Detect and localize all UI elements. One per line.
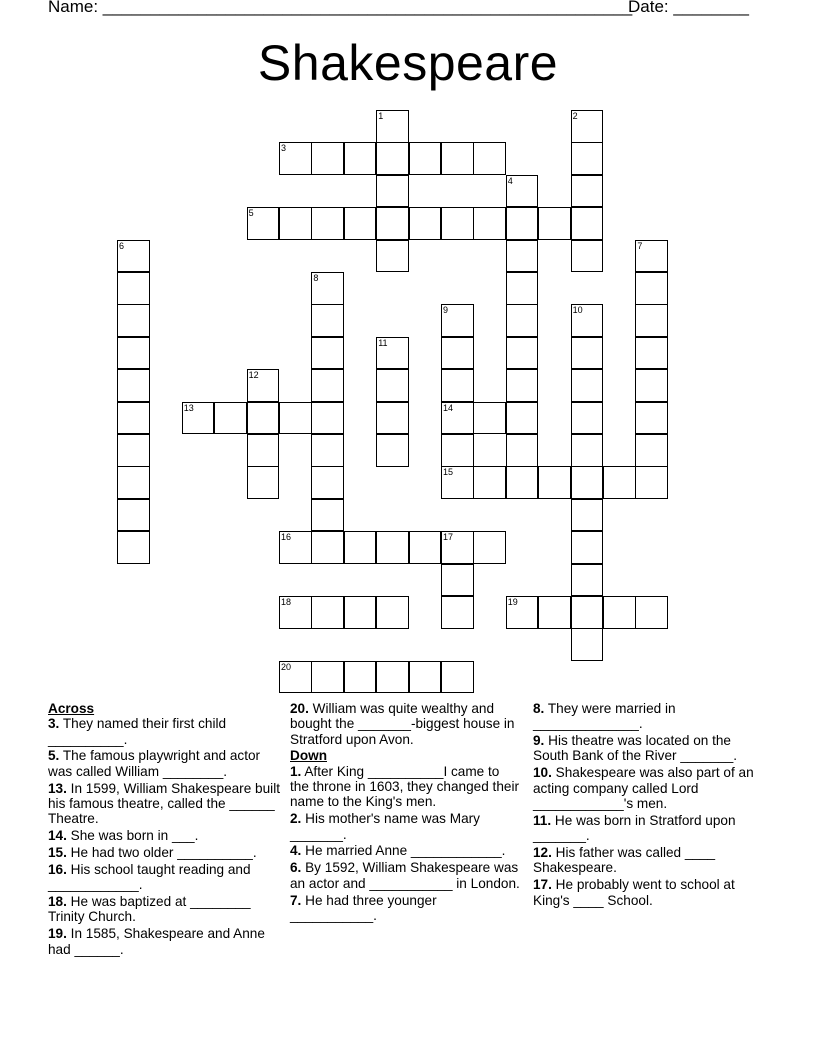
crossword-cell[interactable] xyxy=(311,142,344,175)
clue-number: 11 xyxy=(378,337,388,348)
crossword-cell[interactable] xyxy=(214,402,247,435)
crossword-cell[interactable] xyxy=(506,175,539,208)
clue-down-9: 9. His theatre was located on the South Bank of the River _______. xyxy=(533,733,738,764)
clue-across-19: 19. In 1585, Shakespeare and Anne had ______. xyxy=(48,926,265,957)
crossword-cell[interactable] xyxy=(409,531,442,564)
crossword-cell[interactable] xyxy=(311,337,344,370)
crossword-cell[interactable] xyxy=(311,499,344,532)
crossword-cell[interactable] xyxy=(441,531,474,564)
crossword-cell[interactable] xyxy=(376,142,409,175)
crossword-cell[interactable] xyxy=(279,531,312,564)
crossword-cell[interactable] xyxy=(441,337,474,370)
crossword-cell[interactable] xyxy=(635,304,668,337)
crossword-cell[interactable] xyxy=(506,596,539,629)
crossword-cell[interactable] xyxy=(603,466,636,499)
crossword-cell[interactable] xyxy=(247,207,280,240)
crossword-cell[interactable] xyxy=(376,402,409,435)
clue-across-13: 13. In 1599, William Shakespeare built his famous theatre, called the ______ Theatre. xyxy=(48,780,280,827)
crossword-cell[interactable] xyxy=(571,564,604,597)
crossword-cell[interactable] xyxy=(409,207,442,240)
crossword-cell[interactable] xyxy=(311,531,344,564)
crossword-cell[interactable] xyxy=(344,596,377,629)
crossword-cell[interactable] xyxy=(376,110,409,143)
clue-down-4: 4. He married Anne ____________. xyxy=(290,843,506,859)
crossword-cell[interactable] xyxy=(635,402,668,435)
crossword-cell[interactable] xyxy=(571,175,604,208)
crossword-cell[interactable] xyxy=(473,466,506,499)
crossword-cell[interactable] xyxy=(441,596,474,629)
crossword-cell[interactable] xyxy=(409,142,442,175)
crossword-cell[interactable] xyxy=(473,531,506,564)
crossword-cell[interactable] xyxy=(117,337,150,370)
clue-number: 12 xyxy=(248,370,259,381)
clue-down-6: 6. By 1592, William Shakespeare was an actor and ___________ in London. xyxy=(290,860,520,891)
crossword-cell[interactable] xyxy=(311,661,344,694)
crossword-cell[interactable] xyxy=(571,337,604,370)
crossword-cell[interactable] xyxy=(506,207,539,240)
crossword-cell[interactable] xyxy=(279,402,312,435)
clue-number: 2 xyxy=(572,111,578,121)
crossword-cell[interactable] xyxy=(635,596,668,629)
crossword-cell[interactable] xyxy=(409,661,442,694)
clue-down-12: 12. His father was called ____ Shakespeare. xyxy=(533,845,716,876)
clue-across-16: 16. His school taught reading and ____________. xyxy=(48,861,251,893)
crossword-cell[interactable] xyxy=(376,531,409,564)
crossword-cell[interactable] xyxy=(635,240,668,273)
crossword-cell[interactable] xyxy=(441,434,474,467)
clue-across-15: 15. He had two older __________. xyxy=(48,845,257,861)
clue-down-7: 7. He had three younger ___________. xyxy=(290,892,437,923)
crossword-cell[interactable] xyxy=(344,207,377,240)
crossword-cell[interactable] xyxy=(311,369,344,402)
clue-number: 14 xyxy=(443,402,454,413)
crossword-cell[interactable] xyxy=(571,304,604,337)
clue-down-1: 1. After King __________I came to the throne in 1603, they changed their name to the King's men. xyxy=(290,763,519,810)
crossword-cell[interactable] xyxy=(311,466,344,499)
crossword-cell[interactable] xyxy=(506,337,539,370)
clue-number: 20 xyxy=(281,661,292,672)
clue-across-3: 3. They named their first child __________. xyxy=(48,716,227,747)
crossword-cell[interactable] xyxy=(441,369,474,402)
crossword-cell[interactable] xyxy=(117,434,150,467)
crossword-cell[interactable] xyxy=(506,402,539,435)
crossword-cell[interactable] xyxy=(506,304,539,337)
clue-down-11: 11. He was born in Stratford upon _______. xyxy=(533,812,736,844)
clue-down-2: 2. His mother's name was Mary _______. xyxy=(290,811,480,842)
crossword-cell[interactable] xyxy=(311,304,344,337)
crossword-cell[interactable] xyxy=(311,272,344,305)
clue-number: 3 xyxy=(281,143,287,154)
clue-down-17: 17. He probably went to school at King's ____ School. xyxy=(533,877,735,908)
clue-number: 18 xyxy=(281,597,292,607)
crossword-cell[interactable] xyxy=(311,402,344,435)
crossword-cell[interactable] xyxy=(571,240,604,273)
crossword-cell[interactable] xyxy=(344,661,377,694)
clue-across-14: 14. She was born in ___. xyxy=(48,828,199,844)
clue-down-8: 8. They were married in ______________. xyxy=(533,701,676,732)
crossword-cell[interactable] xyxy=(247,434,280,467)
crossword-cell[interactable] xyxy=(571,531,604,564)
crossword-cell[interactable] xyxy=(441,402,474,435)
crossword-cell[interactable] xyxy=(117,369,150,402)
crossword-cell[interactable] xyxy=(571,142,604,175)
crossword-cell[interactable] xyxy=(344,142,377,175)
crossword-cell[interactable] xyxy=(376,207,409,240)
crossword-cell[interactable] xyxy=(279,142,312,175)
crossword-cell[interactable] xyxy=(603,596,636,629)
clue-number: 1 xyxy=(378,111,384,121)
crossword-cell[interactable] xyxy=(117,304,150,337)
crossword-cell[interactable] xyxy=(117,402,150,435)
crossword-cell[interactable] xyxy=(311,434,344,467)
crossword-cell[interactable] xyxy=(279,596,312,629)
clue-across-20: 20. William was quite wealthy and bought the _______-biggest house in Stratford upon Avon. xyxy=(290,701,515,747)
crossword-cell[interactable] xyxy=(473,207,506,240)
crossword-cell[interactable] xyxy=(117,272,150,305)
crossword-cell[interactable] xyxy=(182,402,215,435)
date-field[interactable]: Date: ________ xyxy=(628,0,749,16)
crossword-cell[interactable] xyxy=(376,434,409,467)
page-title: Shakespeare xyxy=(257,35,559,91)
clue-number: 4 xyxy=(507,175,513,186)
crossword-cell[interactable] xyxy=(473,402,506,435)
crossword-cell[interactable] xyxy=(441,466,474,499)
clue-number: 6 xyxy=(119,240,125,251)
clue-number: 10 xyxy=(572,305,583,316)
crossword-cell[interactable] xyxy=(571,369,604,402)
clue-number: 15 xyxy=(443,467,454,478)
crossword-cell[interactable] xyxy=(376,175,409,208)
crossword-cell[interactable] xyxy=(311,596,344,629)
crossword-cell[interactable] xyxy=(344,531,377,564)
crossword-cell[interactable] xyxy=(571,434,604,467)
crossword-cell[interactable] xyxy=(506,240,539,273)
crossword-cell[interactable] xyxy=(311,207,344,240)
down-heading: Down xyxy=(290,748,327,764)
clue-column-3 xyxy=(533,701,765,909)
crossword-cell[interactable] xyxy=(571,628,604,661)
name-field[interactable]: Name: ________________________________________________________ xyxy=(48,0,633,16)
crossword-cell[interactable] xyxy=(635,272,668,305)
crossword-cell[interactable] xyxy=(635,369,668,402)
crossword-cell[interactable] xyxy=(538,207,571,240)
clue-column-2 xyxy=(290,701,520,925)
clue-down-10: 10. Shakespeare was also part of an acting company called Lord ____________'s men. xyxy=(533,765,754,811)
crossword-cell[interactable] xyxy=(279,661,312,694)
crossword-cell[interactable] xyxy=(571,402,604,435)
clue-number: 9 xyxy=(443,305,449,316)
crossword-cell[interactable] xyxy=(376,596,409,629)
clue-number: 16 xyxy=(281,532,292,543)
crossword-cell[interactable] xyxy=(635,466,668,499)
clue-number: 7 xyxy=(637,240,643,251)
crossword-cell[interactable] xyxy=(441,564,474,597)
crossword-cell[interactable] xyxy=(247,466,280,499)
clue-across-5: 5. The famous playwright and actor was called William ________. xyxy=(48,748,261,779)
crossword-cell[interactable] xyxy=(473,142,506,175)
crossword-cell[interactable] xyxy=(571,466,604,499)
crossword-cell[interactable] xyxy=(635,337,668,370)
crossword-cell[interactable] xyxy=(506,272,539,305)
crossword-cell[interactable] xyxy=(247,402,280,435)
crossword-cell[interactable] xyxy=(279,207,312,240)
crossword-cell[interactable] xyxy=(376,661,409,694)
crossword-cell[interactable] xyxy=(247,369,280,402)
clue-number: 8 xyxy=(313,273,319,283)
crossword-cell[interactable] xyxy=(571,207,604,240)
crossword-cell[interactable] xyxy=(117,531,150,564)
crossword-cell[interactable] xyxy=(635,434,668,467)
crossword-cell[interactable] xyxy=(117,499,150,532)
across-heading: Across xyxy=(48,701,95,716)
crossword-cell[interactable] xyxy=(506,434,539,467)
crossword-cell[interactable] xyxy=(376,337,409,370)
crossword-cell[interactable] xyxy=(117,240,150,273)
crossword-cell[interactable] xyxy=(441,142,474,175)
crossword-cell[interactable] xyxy=(538,596,571,629)
clue-across-18: 18. He was baptized at ________ Trinity Church. xyxy=(48,894,251,925)
clue-number: 13 xyxy=(183,402,194,413)
crossword-cell[interactable] xyxy=(376,369,409,402)
clue-number: 19 xyxy=(507,597,518,607)
clue-number: 17 xyxy=(443,532,454,543)
crossword-cell[interactable] xyxy=(117,466,150,499)
crossword-cell[interactable] xyxy=(571,499,604,532)
crossword-cell[interactable] xyxy=(441,661,474,694)
crossword-cell[interactable] xyxy=(506,466,539,499)
crossword-cell[interactable] xyxy=(441,304,474,337)
crossword-cell[interactable] xyxy=(376,240,409,273)
crossword-cell[interactable] xyxy=(538,466,571,499)
crossword-cell[interactable] xyxy=(571,596,604,629)
crossword-cell[interactable] xyxy=(571,110,604,143)
crossword-cell[interactable] xyxy=(506,369,539,402)
crossword-cell[interactable] xyxy=(441,207,474,240)
clue-column-1 xyxy=(48,701,280,959)
clue-number: 5 xyxy=(248,208,254,219)
